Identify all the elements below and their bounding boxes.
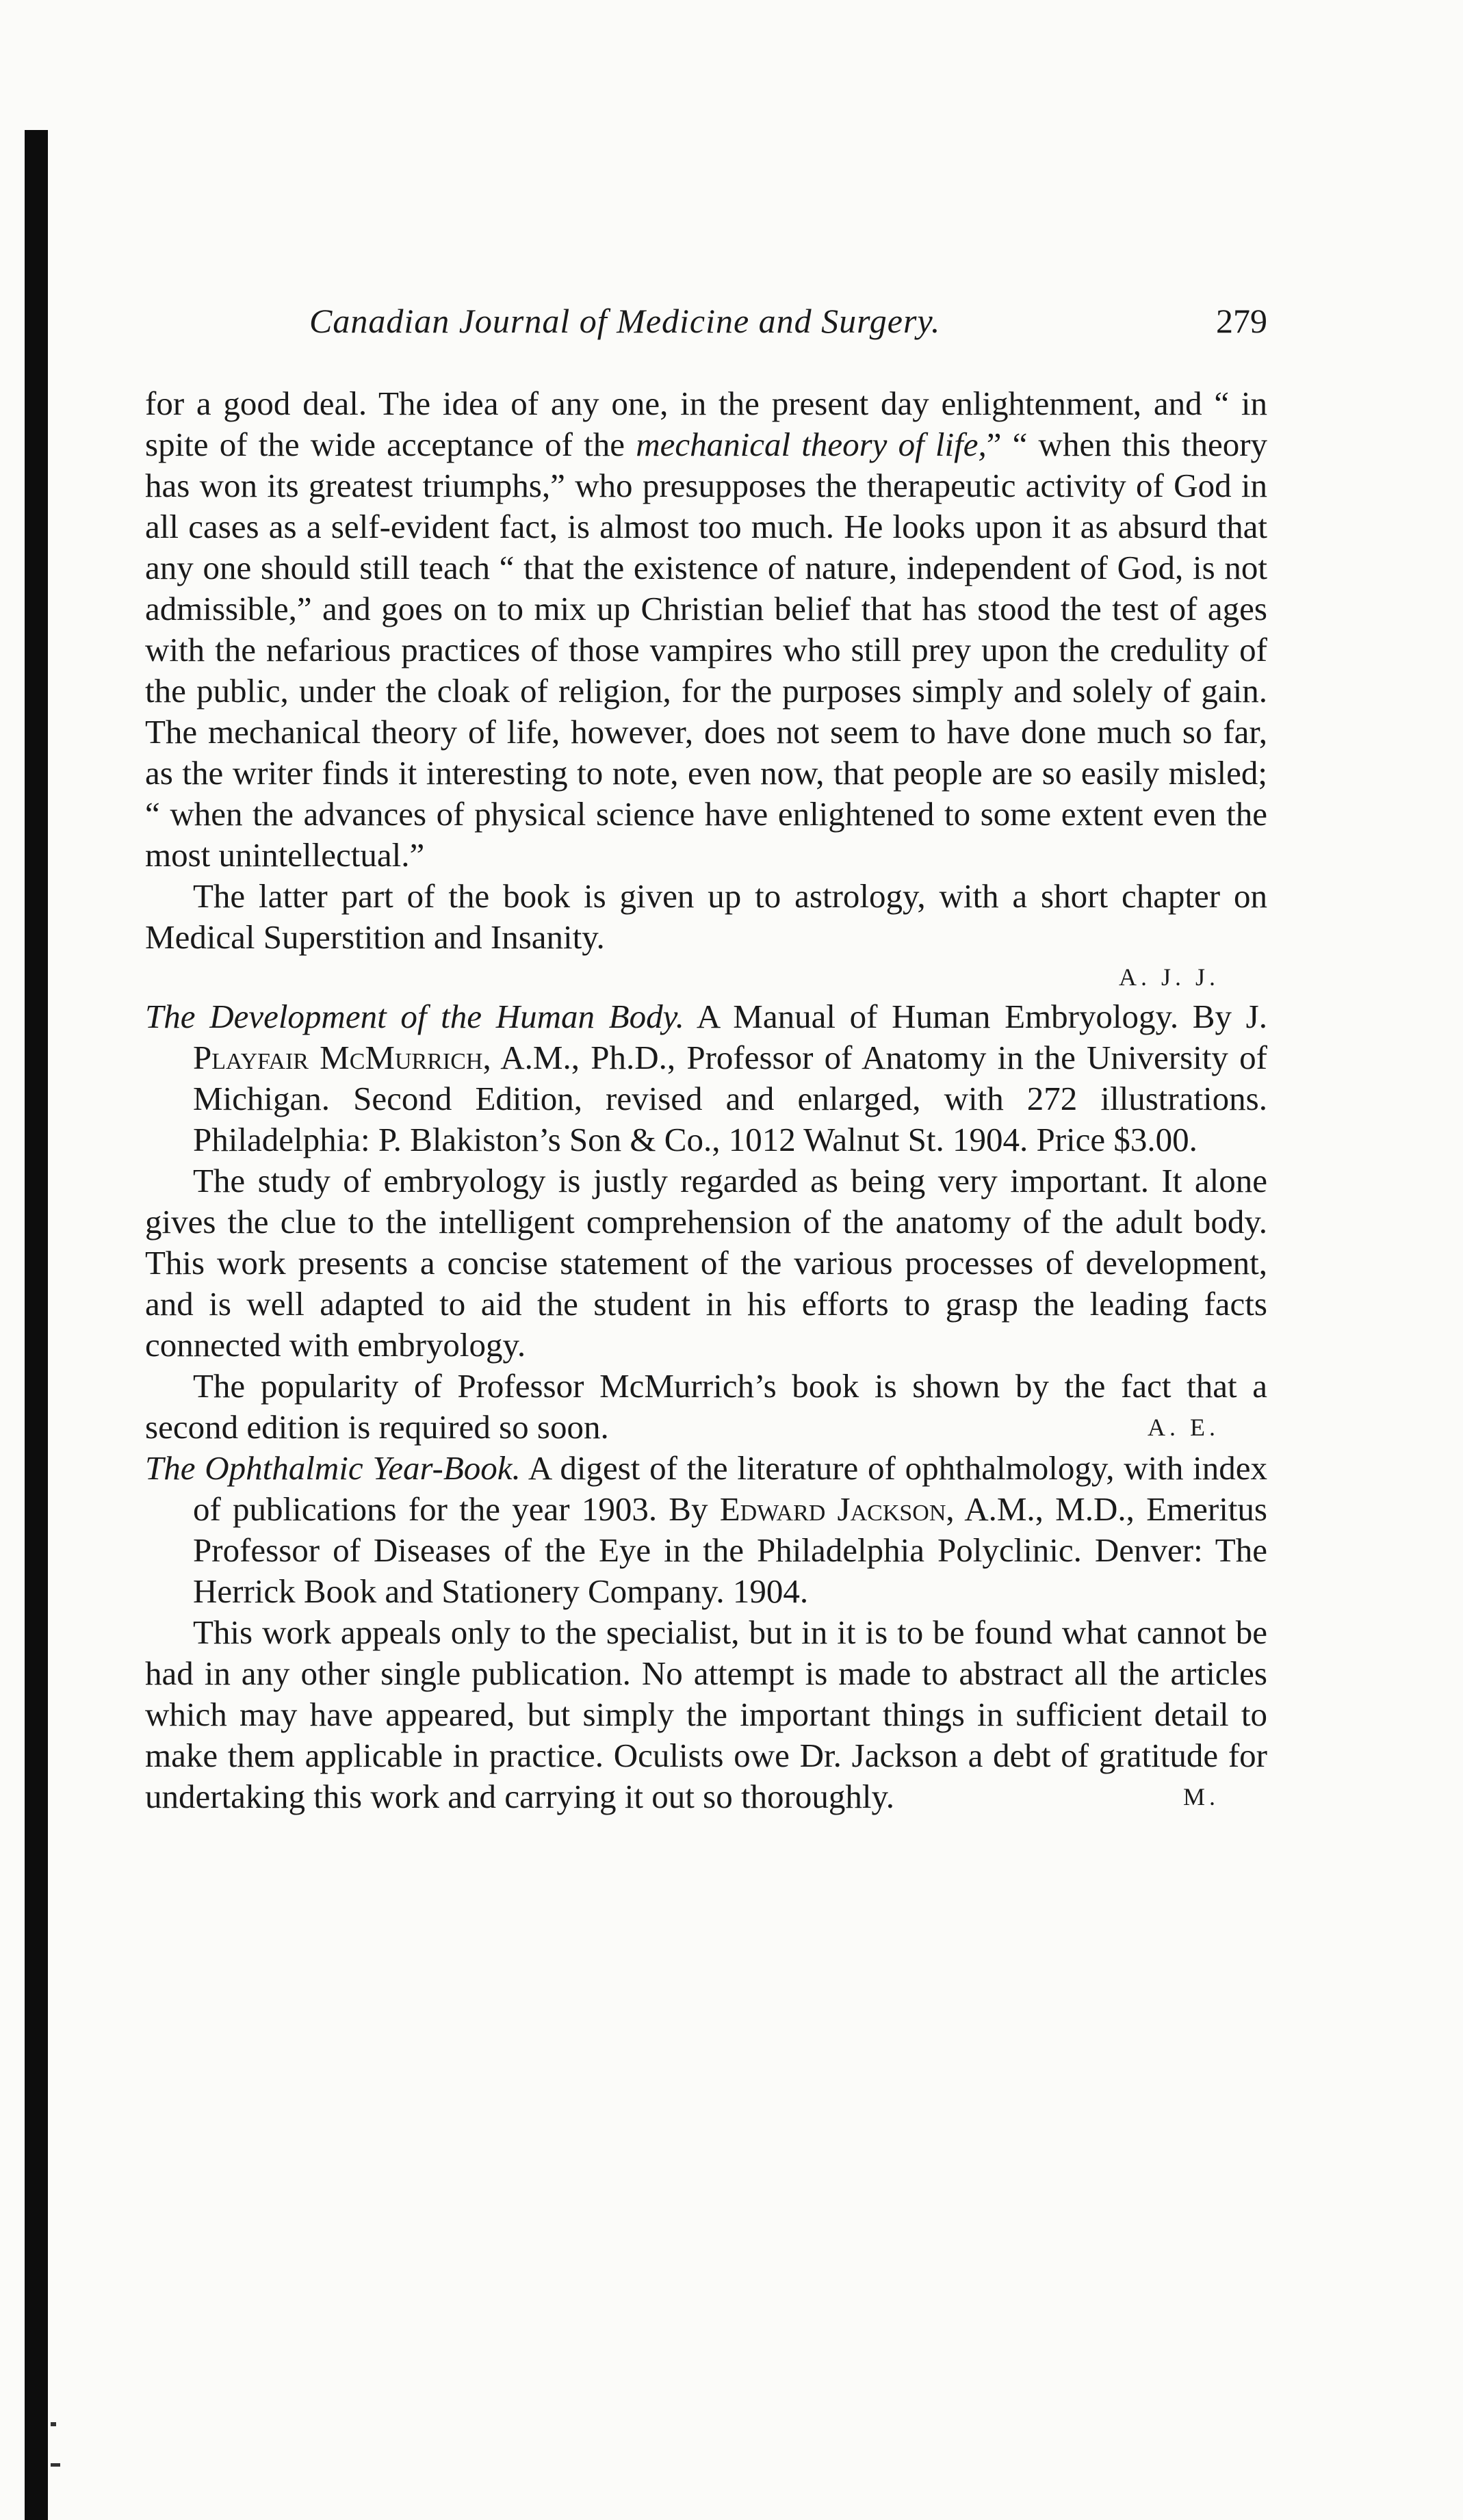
review-ophthalmic (145, 1448, 1267, 1817)
page-binding-edge (25, 130, 48, 2520)
book-author: Edward Jackson (719, 1490, 946, 1528)
page-number: 279 (1216, 302, 1267, 340)
book-title: The Ophthalmic Year-Book. (145, 1449, 521, 1487)
paragraph: This work appeals only to the specialist, but in it is to be found what cannot be had in any other single publication. No attempt is made to abstract all the articles which may have appeared, but simply the important things in sufficient detail to make them applicable in practice. Oculists owe Dr. Jackson a debt of gratitude for undertaking this work and carrying it out so thoroughly. M. (145, 1612, 1267, 1817)
book-author: Playfair McMurrich (193, 1039, 483, 1076)
review-continued (145, 383, 1267, 996)
emphasis: mechanical theory of life, (636, 426, 987, 463)
book-title: The Development of the Human Body. (145, 998, 684, 1035)
binding-speck (51, 2463, 60, 2467)
running-head (145, 301, 1267, 349)
paragraph: The popularity of Professor McMurrich’s book is shown by the fact that a second edition is required so soon. A. E. (145, 1366, 1267, 1448)
body-text (145, 383, 1267, 1817)
paragraph: for a good deal. The idea of any one, in the present day enlightenment, and “ in spite of the wide acceptance of the mechanical theory of life,” “ when this theory has won its greatest triumphs,” who presupposes the therapeutic activity of God in all cases as a self-evident fact, is almost too much. He looks upon it as absurd that any one should still teach “ that the existence of nature, independent of God, is not admissible,” and goes on to mix up Christian belief that has stood the test of ages with the nefarious practices of those vampires who still prey upon the credulity of the public, under the cloak of religion, for the purposes simply and solely of gain. The mechanical theory of life, however, does not seem to have done much so far, as the writer finds it interesting to note, even now, that people are so easily misled; “ when the advances of physical science have enlightened to some extent even the most unintellectual.” (145, 385, 1268, 874)
running-title: Canadian Journal of Medicine and Surgery. (309, 302, 941, 340)
reviewer-signature: M. (1182, 1783, 1219, 1810)
binding-speck (51, 2422, 56, 2426)
book-citation: The Ophthalmic Year-Book. A digest of the literature of ophthalmology, with index of publications for the year 1903. By Edward Jackson, A.M., M.D., Emeritus Professor of Diseases of the Eye in the Philadelphia Polyclinic. Denver: The Herrick Book and Stationery Company. 1904. (145, 1449, 1267, 1610)
reviewer-signature: A. E. (1148, 1414, 1219, 1441)
reviewer-signature: A. J. J. (1118, 963, 1219, 991)
paragraph: The latter part of the book is given up to astrology, with a short chapter on Medical Superstition and Insanity. (145, 877, 1267, 956)
review-human-body (145, 996, 1267, 1448)
book-citation: The Development of the Human Body. A Manual of Human Embryology. By J. Playfair McMurrich, A.M., Ph.D., Professor of Anatomy in the University of Michigan. Second Edition, revised and enlarged, with 272 illustrations. Philadelphia: P. Blakiston’s Son & Co., 1012 Walnut St. 1904. Price $3.00. (145, 998, 1267, 1158)
paragraph: The study of embryology is justly regarded as being very important. It alone gives the clue to the intelligent comprehension of the anatomy of the adult body. This work presents a concise statement of the various processes of development, and is well adapted to aid the student in his efforts to grasp the leading facts connected with embryology. (145, 1162, 1267, 1364)
